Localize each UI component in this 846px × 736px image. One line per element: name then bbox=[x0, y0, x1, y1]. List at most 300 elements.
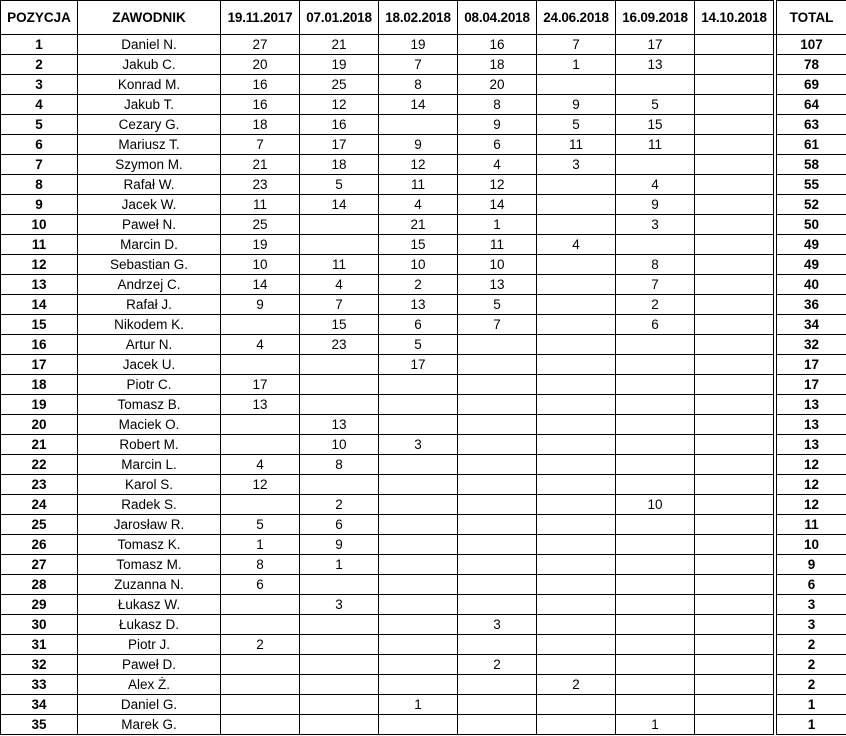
score-cell bbox=[616, 675, 695, 695]
player-name-cell: Piotr C. bbox=[78, 375, 221, 395]
score-cell bbox=[616, 555, 695, 575]
score-cell: 7 bbox=[616, 275, 695, 295]
score-cell: 12 bbox=[221, 475, 300, 495]
score-cell: 6 bbox=[616, 315, 695, 335]
score-cell: 23 bbox=[300, 335, 379, 355]
score-cell bbox=[616, 475, 695, 495]
score-cell: 18 bbox=[458, 55, 537, 75]
score-cell bbox=[616, 435, 695, 455]
table-row bbox=[1, 615, 846, 635]
score-cell bbox=[537, 615, 616, 635]
total-cell: 40 bbox=[777, 275, 846, 295]
player-name-cell: Rafał W. bbox=[78, 175, 221, 195]
score-cell: 6 bbox=[379, 315, 458, 335]
score-cell: 9 bbox=[537, 95, 616, 115]
score-cell bbox=[458, 395, 537, 415]
position-cell: 22 bbox=[1, 455, 78, 475]
score-cell bbox=[458, 355, 537, 375]
position-cell: 13 bbox=[1, 275, 78, 295]
total-cell: 13 bbox=[777, 415, 846, 435]
total-cell: 32 bbox=[777, 335, 846, 355]
score-cell: 7 bbox=[458, 315, 537, 335]
score-cell bbox=[379, 595, 458, 615]
header-row bbox=[1, 1, 846, 35]
total-cell: 50 bbox=[777, 215, 846, 235]
score-cell bbox=[695, 335, 774, 355]
score-cell bbox=[379, 415, 458, 435]
score-cell bbox=[537, 635, 616, 655]
score-cell bbox=[616, 235, 695, 255]
total-cell: 55 bbox=[777, 175, 846, 195]
score-cell bbox=[379, 575, 458, 595]
total-cell: 9 bbox=[777, 555, 846, 575]
score-cell: 8 bbox=[221, 555, 300, 575]
player-name-cell: Łukasz D. bbox=[78, 615, 221, 635]
score-cell bbox=[458, 635, 537, 655]
score-cell bbox=[300, 695, 379, 715]
score-cell: 9 bbox=[616, 195, 695, 215]
score-cell bbox=[379, 455, 458, 475]
player-name-cell: Jacek W. bbox=[78, 195, 221, 215]
score-cell bbox=[695, 35, 774, 55]
player-name-cell: Łukasz W. bbox=[78, 595, 221, 615]
score-cell bbox=[695, 395, 774, 415]
table-row bbox=[1, 195, 846, 215]
total-cell: 34 bbox=[777, 315, 846, 335]
table-row bbox=[1, 655, 846, 675]
score-cell bbox=[221, 675, 300, 695]
position-cell: 34 bbox=[1, 695, 78, 715]
score-cell bbox=[695, 235, 774, 255]
score-cell bbox=[695, 535, 774, 555]
header-date: 18.02.2018 bbox=[379, 1, 458, 35]
table-row bbox=[1, 695, 846, 715]
score-cell bbox=[300, 715, 379, 735]
score-cell: 12 bbox=[458, 175, 537, 195]
player-name-cell: Radek S. bbox=[78, 495, 221, 515]
score-cell bbox=[537, 355, 616, 375]
score-cell bbox=[616, 635, 695, 655]
score-cell: 3 bbox=[379, 435, 458, 455]
score-cell: 4 bbox=[537, 235, 616, 255]
position-cell: 33 bbox=[1, 675, 78, 695]
score-cell: 11 bbox=[616, 135, 695, 155]
header-date: 24.06.2018 bbox=[537, 1, 616, 35]
total-cell: 61 bbox=[777, 135, 846, 155]
position-cell: 14 bbox=[1, 295, 78, 315]
score-cell bbox=[695, 155, 774, 175]
score-cell bbox=[616, 575, 695, 595]
table-row bbox=[1, 55, 846, 75]
score-cell bbox=[695, 355, 774, 375]
score-cell bbox=[695, 75, 774, 95]
player-name-cell: Paweł D. bbox=[78, 655, 221, 675]
score-cell: 18 bbox=[221, 115, 300, 135]
score-cell: 20 bbox=[458, 75, 537, 95]
score-cell: 18 bbox=[300, 155, 379, 175]
position-cell: 10 bbox=[1, 215, 78, 235]
player-name-cell: Konrad M. bbox=[78, 75, 221, 95]
table-row bbox=[1, 595, 846, 615]
score-cell: 6 bbox=[300, 515, 379, 535]
position-cell: 24 bbox=[1, 495, 78, 515]
score-cell: 9 bbox=[300, 535, 379, 555]
table-row bbox=[1, 435, 846, 455]
position-cell: 27 bbox=[1, 555, 78, 575]
score-cell bbox=[300, 375, 379, 395]
player-name-cell: Maciek O. bbox=[78, 415, 221, 435]
position-cell: 35 bbox=[1, 715, 78, 735]
score-cell: 20 bbox=[221, 55, 300, 75]
player-name-cell: Marcin L. bbox=[78, 455, 221, 475]
table-row bbox=[1, 475, 846, 495]
table-row bbox=[1, 415, 846, 435]
score-cell bbox=[616, 455, 695, 475]
table-row bbox=[1, 75, 846, 95]
score-cell: 1 bbox=[379, 695, 458, 715]
score-cell bbox=[616, 415, 695, 435]
score-cell bbox=[458, 495, 537, 515]
position-cell: 6 bbox=[1, 135, 78, 155]
score-cell bbox=[616, 535, 695, 555]
score-cell: 13 bbox=[379, 295, 458, 315]
score-cell: 16 bbox=[300, 115, 379, 135]
table-row bbox=[1, 455, 846, 475]
score-cell: 14 bbox=[300, 195, 379, 215]
score-cell: 8 bbox=[300, 455, 379, 475]
player-name-cell: Jarosław R. bbox=[78, 515, 221, 535]
score-cell bbox=[379, 515, 458, 535]
total-cell: 17 bbox=[777, 355, 846, 375]
position-cell: 9 bbox=[1, 195, 78, 215]
score-cell: 4 bbox=[379, 195, 458, 215]
score-cell bbox=[221, 695, 300, 715]
score-cell bbox=[300, 355, 379, 375]
player-name-cell: Marek G. bbox=[78, 715, 221, 735]
total-cell: 52 bbox=[777, 195, 846, 215]
total-cell: 10 bbox=[777, 535, 846, 555]
score-cell bbox=[695, 715, 774, 735]
score-cell: 12 bbox=[300, 95, 379, 115]
score-cell: 19 bbox=[221, 235, 300, 255]
total-cell: 12 bbox=[777, 475, 846, 495]
score-cell bbox=[537, 495, 616, 515]
score-cell: 25 bbox=[300, 75, 379, 95]
score-cell: 2 bbox=[221, 635, 300, 655]
score-cell bbox=[300, 635, 379, 655]
score-cell: 5 bbox=[537, 115, 616, 135]
score-cell bbox=[300, 575, 379, 595]
score-cell bbox=[695, 675, 774, 695]
score-cell: 14 bbox=[458, 195, 537, 215]
score-cell bbox=[458, 415, 537, 435]
score-cell: 5 bbox=[616, 95, 695, 115]
score-cell bbox=[379, 615, 458, 635]
score-cell bbox=[695, 635, 774, 655]
score-cell bbox=[695, 215, 774, 235]
player-name-cell: Nikodem K. bbox=[78, 315, 221, 335]
score-cell: 21 bbox=[221, 155, 300, 175]
score-cell: 4 bbox=[221, 455, 300, 475]
position-cell: 17 bbox=[1, 355, 78, 375]
total-cell: 12 bbox=[777, 455, 846, 475]
score-cell bbox=[616, 655, 695, 675]
total-cell: 13 bbox=[777, 435, 846, 455]
score-cell: 9 bbox=[221, 295, 300, 315]
score-cell: 1 bbox=[616, 715, 695, 735]
score-cell: 1 bbox=[221, 535, 300, 555]
score-cell: 8 bbox=[458, 95, 537, 115]
score-cell: 7 bbox=[379, 55, 458, 75]
total-cell: 11 bbox=[777, 515, 846, 535]
header-position: POZYCJA bbox=[1, 1, 78, 35]
score-cell bbox=[616, 395, 695, 415]
score-cell: 11 bbox=[458, 235, 537, 255]
total-cell: 12 bbox=[777, 495, 846, 515]
score-cell: 15 bbox=[379, 235, 458, 255]
table-row bbox=[1, 215, 846, 235]
score-cell: 11 bbox=[221, 195, 300, 215]
score-cell bbox=[616, 695, 695, 715]
score-cell bbox=[695, 435, 774, 455]
score-cell: 19 bbox=[300, 55, 379, 75]
header-date: 08.04.2018 bbox=[458, 1, 537, 35]
score-cell bbox=[537, 415, 616, 435]
score-cell bbox=[221, 355, 300, 375]
score-cell bbox=[695, 195, 774, 215]
table-row bbox=[1, 515, 846, 535]
score-cell: 17 bbox=[616, 35, 695, 55]
table-row bbox=[1, 495, 846, 515]
total-cell: 78 bbox=[777, 55, 846, 75]
table-row bbox=[1, 675, 846, 695]
player-name-cell: Daniel N. bbox=[78, 35, 221, 55]
score-cell bbox=[379, 635, 458, 655]
player-name-cell: Daniel G. bbox=[78, 695, 221, 715]
table-row bbox=[1, 175, 846, 195]
total-cell: 107 bbox=[777, 35, 846, 55]
score-cell bbox=[616, 355, 695, 375]
score-cell: 17 bbox=[221, 375, 300, 395]
total-cell: 58 bbox=[777, 155, 846, 175]
score-cell bbox=[616, 595, 695, 615]
score-cell bbox=[537, 315, 616, 335]
ranking-body bbox=[1, 35, 846, 735]
score-cell bbox=[379, 475, 458, 495]
score-cell: 19 bbox=[379, 35, 458, 55]
score-cell: 8 bbox=[616, 255, 695, 275]
score-cell bbox=[695, 375, 774, 395]
player-name-cell: Szymon M. bbox=[78, 155, 221, 175]
score-cell bbox=[537, 175, 616, 195]
table-row bbox=[1, 315, 846, 335]
score-cell bbox=[695, 555, 774, 575]
score-cell: 7 bbox=[221, 135, 300, 155]
player-name-cell: Zuzanna N. bbox=[78, 575, 221, 595]
player-name-cell: Paweł N. bbox=[78, 215, 221, 235]
score-cell bbox=[537, 195, 616, 215]
score-cell bbox=[458, 515, 537, 535]
score-cell bbox=[695, 415, 774, 435]
score-cell bbox=[537, 595, 616, 615]
score-cell: 9 bbox=[379, 135, 458, 155]
score-cell bbox=[537, 555, 616, 575]
position-cell: 5 bbox=[1, 115, 78, 135]
player-name-cell: Sebastian G. bbox=[78, 255, 221, 275]
total-cell: 64 bbox=[777, 95, 846, 115]
score-cell bbox=[221, 595, 300, 615]
score-cell: 1 bbox=[537, 55, 616, 75]
score-cell: 17 bbox=[300, 135, 379, 155]
score-cell: 6 bbox=[458, 135, 537, 155]
position-cell: 2 bbox=[1, 55, 78, 75]
score-cell bbox=[537, 475, 616, 495]
score-cell: 5 bbox=[458, 295, 537, 315]
position-cell: 29 bbox=[1, 595, 78, 615]
table-row bbox=[1, 235, 846, 255]
score-cell: 15 bbox=[300, 315, 379, 335]
score-cell bbox=[537, 455, 616, 475]
score-cell bbox=[537, 75, 616, 95]
score-cell bbox=[458, 595, 537, 615]
player-name-cell: Rafał J. bbox=[78, 295, 221, 315]
score-cell bbox=[379, 555, 458, 575]
table-row bbox=[1, 575, 846, 595]
score-cell bbox=[537, 435, 616, 455]
score-cell: 10 bbox=[300, 435, 379, 455]
score-cell bbox=[458, 555, 537, 575]
table-row bbox=[1, 715, 846, 735]
total-cell: 3 bbox=[777, 595, 846, 615]
score-cell bbox=[458, 715, 537, 735]
score-cell: 3 bbox=[616, 215, 695, 235]
player-name-cell: Artur N. bbox=[78, 335, 221, 355]
total-cell: 69 bbox=[777, 75, 846, 95]
score-cell bbox=[616, 515, 695, 535]
total-cell: 17 bbox=[777, 375, 846, 395]
score-cell: 1 bbox=[300, 555, 379, 575]
score-cell: 7 bbox=[300, 295, 379, 315]
player-name-cell: Jacek U. bbox=[78, 355, 221, 375]
score-cell bbox=[537, 575, 616, 595]
score-cell: 2 bbox=[458, 655, 537, 675]
score-cell: 5 bbox=[221, 515, 300, 535]
score-cell: 11 bbox=[537, 135, 616, 155]
table-row bbox=[1, 35, 846, 55]
total-cell: 63 bbox=[777, 115, 846, 135]
table-row bbox=[1, 535, 846, 555]
score-cell bbox=[300, 215, 379, 235]
score-cell: 2 bbox=[300, 495, 379, 515]
score-cell: 14 bbox=[379, 95, 458, 115]
score-cell bbox=[695, 135, 774, 155]
position-cell: 8 bbox=[1, 175, 78, 195]
total-cell: 36 bbox=[777, 295, 846, 315]
position-cell: 26 bbox=[1, 535, 78, 555]
player-name-cell: Marcin D. bbox=[78, 235, 221, 255]
score-cell bbox=[300, 395, 379, 415]
score-cell bbox=[537, 375, 616, 395]
score-cell bbox=[695, 455, 774, 475]
score-cell bbox=[616, 375, 695, 395]
score-cell: 13 bbox=[616, 55, 695, 75]
position-cell: 4 bbox=[1, 95, 78, 115]
score-cell: 27 bbox=[221, 35, 300, 55]
score-cell: 10 bbox=[458, 255, 537, 275]
score-cell bbox=[379, 395, 458, 415]
player-name-cell: Mariusz T. bbox=[78, 135, 221, 155]
score-cell: 13 bbox=[221, 395, 300, 415]
total-cell: 49 bbox=[777, 235, 846, 255]
score-cell: 21 bbox=[300, 35, 379, 55]
player-name-cell: Alex Ż. bbox=[78, 675, 221, 695]
score-cell bbox=[458, 335, 537, 355]
score-cell: 2 bbox=[537, 675, 616, 695]
score-cell bbox=[458, 455, 537, 475]
score-cell bbox=[695, 255, 774, 275]
score-cell bbox=[695, 615, 774, 635]
header-date: 16.09.2018 bbox=[616, 1, 695, 35]
score-cell bbox=[695, 575, 774, 595]
score-cell: 13 bbox=[300, 415, 379, 435]
score-cell: 12 bbox=[379, 155, 458, 175]
score-cell bbox=[695, 275, 774, 295]
score-cell bbox=[458, 535, 537, 555]
header-total: TOTAL bbox=[777, 1, 846, 35]
score-cell bbox=[695, 515, 774, 535]
score-cell bbox=[695, 295, 774, 315]
position-cell: 30 bbox=[1, 615, 78, 635]
score-cell bbox=[537, 535, 616, 555]
score-cell bbox=[537, 295, 616, 315]
score-cell: 16 bbox=[221, 95, 300, 115]
score-cell: 17 bbox=[379, 355, 458, 375]
score-cell: 25 bbox=[221, 215, 300, 235]
player-name-cell: Karol S. bbox=[78, 475, 221, 495]
score-cell bbox=[616, 75, 695, 95]
player-name-cell: Tomasz K. bbox=[78, 535, 221, 555]
score-cell bbox=[221, 715, 300, 735]
table-row bbox=[1, 255, 846, 275]
score-cell bbox=[616, 335, 695, 355]
score-cell: 21 bbox=[379, 215, 458, 235]
table-row bbox=[1, 275, 846, 295]
score-cell bbox=[537, 395, 616, 415]
player-name-cell: Jakub T. bbox=[78, 95, 221, 115]
score-cell: 15 bbox=[616, 115, 695, 135]
player-name-cell: Robert M. bbox=[78, 435, 221, 455]
score-cell: 4 bbox=[221, 335, 300, 355]
position-cell: 11 bbox=[1, 235, 78, 255]
score-cell bbox=[221, 415, 300, 435]
score-cell bbox=[458, 675, 537, 695]
position-cell: 20 bbox=[1, 415, 78, 435]
player-name-cell: Tomasz B. bbox=[78, 395, 221, 415]
score-cell bbox=[458, 695, 537, 715]
score-cell: 11 bbox=[300, 255, 379, 275]
score-cell bbox=[379, 495, 458, 515]
score-cell bbox=[695, 315, 774, 335]
header-date: 07.01.2018 bbox=[300, 1, 379, 35]
table-row bbox=[1, 355, 846, 375]
score-cell: 2 bbox=[379, 275, 458, 295]
position-cell: 32 bbox=[1, 655, 78, 675]
score-cell bbox=[537, 215, 616, 235]
score-cell bbox=[695, 115, 774, 135]
score-cell bbox=[300, 675, 379, 695]
score-cell: 13 bbox=[458, 275, 537, 295]
player-name-cell: Piotr J. bbox=[78, 635, 221, 655]
